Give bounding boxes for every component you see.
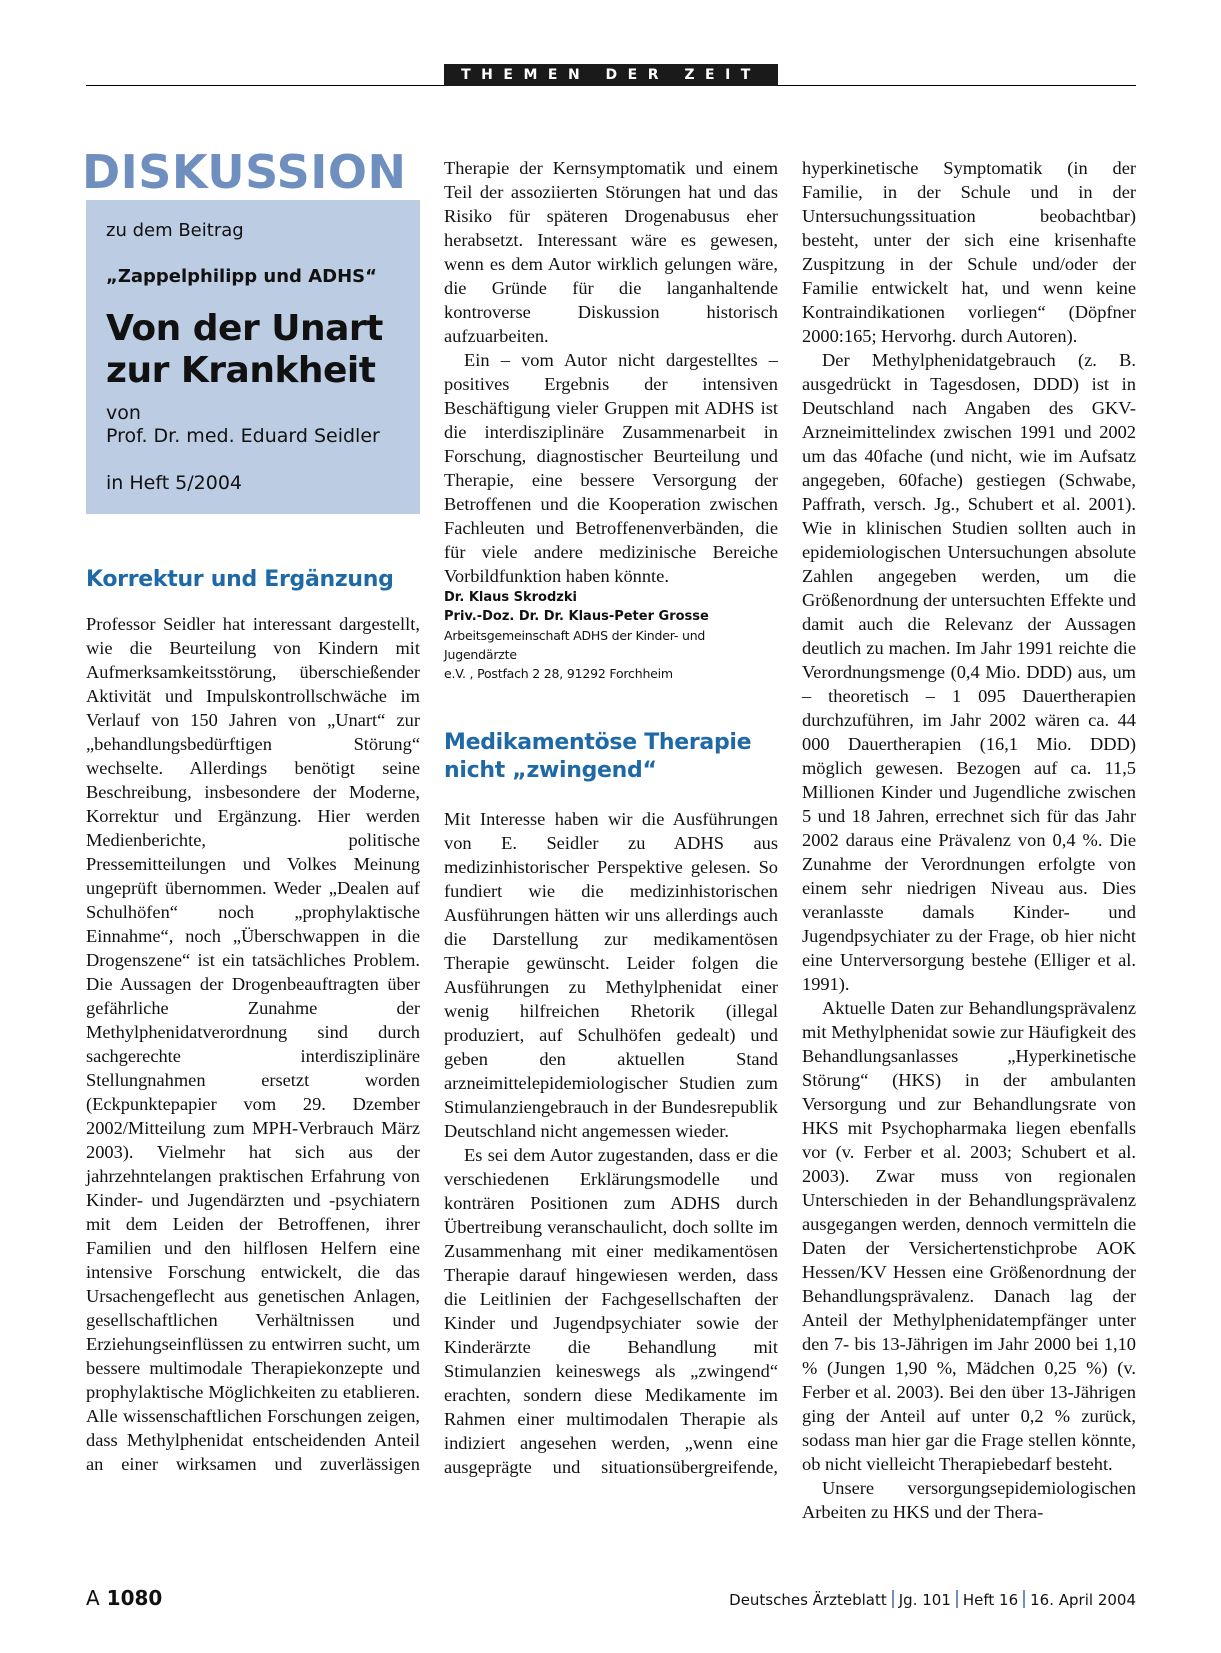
page-number-value: 1080 — [106, 1586, 163, 1610]
discussion-title-line2: zur Krankheit — [106, 350, 376, 391]
discussion-title-line1: Von der Unart — [106, 308, 383, 349]
journal-issue: Heft 16 — [962, 1591, 1019, 1609]
column-3 — [802, 156, 1136, 1524]
article2-heading-line2: nicht „zwingend“ — [444, 758, 657, 783]
signature-affiliation-1: Arbeitsgemeinschaft ADHS der Kinder- und Jugendärzte — [444, 628, 706, 662]
article2-paragraph-2: Es sei dem Autor zugestanden, dass er die verschiedenen Erklärungsmodelle und konträren Positionen zum ADHS durch Übertreibung veranschaulicht, doch sollte im Zusammenhang mit einer medikamentösen Therapie darauf hingewiesen werden, dass die Leitlinien der Fachgesellschaften der Kinder und Jugendpsychiater sowie der Kinderärzte die Behandlung mit Stimulanzien keineswegs als „zwingend“ erachten, sondern diese Medikamente im Rahmen einer multimodalen Therapie als indiziert angesehen werden, „wenn eine ausgeprägte und situationsübergreifende, — [444, 1145, 778, 1477]
signature-name-1: Dr. Klaus Skrodzki — [444, 590, 577, 605]
article1-paragraph-1-continued: Therapie der Kernsymptomatik und einem Teil der assoziierten Störungen hat und das Risiko für späteren Drogenabusus eher herabsetzt. Interessant wäre es gewesen, wenn es dem Autor wirklich gelungen wäre, die Gründe für die langanhaltende kontroverse Diskussion historisch aufzuarbeiten. — [444, 158, 778, 346]
discussion-referenced-article: „Zappelphilipp und ADHS“ — [106, 266, 377, 287]
article2-heading — [444, 729, 778, 785]
article1-paragraph-1: Professor Seidler hat interessant dargestellt, wie die Beurteilung von Kindern mit Aufmerksamkeitsstörung, überschießender Aktivität und Impulskontrollschwäche im Verlauf von 150 Jahren von „Unart“ zur „behandlungsbedürftigen Störung“ wechselte. Allerdings benötigt seine Beschreibung, insbesondere der Moderne, Korrektur und Ergänzung. Hier werden Medienberichte, politische Pressemitteilungen und Volkes Meinung ungeprüft übernommen. Weder „Dealen auf Schulhöfen“ noch „prophylaktische Einnahme“, noch „Überschwappen in die Drogenszene“ ist ein tatsächliches Problem. Die Aussagen der Drogenbeauftragten über gefährliche Zunahme der Methylphenidatverordnung sind durch sachgerechte interdisziplinäre Stellungnahmen ersetzt worden (Eckpunktepapier vom 29. Dzember 2002/Mitteilung zum MPH-Verbrauch März 2003). Vielmehr hat sich aus der jahrzehntelangen praktischen Erfahrung von Kinder- und Jugendärzten und -psychiatern mit dem Leiden der Betroffenen, ihrer Familien und den hilflosen Helfern eine intensive Forschung entwickelt, die das Ursachengeflecht aus genetischen Anlagen, gesellschaftlichen Verhältnissen und Erziehungseinflüssen zu entwirren sucht, um bessere multimodale Therapiekonzepte und prophylaktische Möglichkeiten zu etablieren. Alle wissenschaftlichen Forschungen zeigen, dass Methylphenidat entscheidenden Anteil an einer wirksamen und zuverlässigen — [86, 614, 420, 1474]
footer-separator — [1023, 1590, 1025, 1608]
journal-date: 16. April 2004 — [1030, 1591, 1136, 1609]
journal-volume: Jg. 101 — [898, 1591, 951, 1609]
article1-signature — [444, 588, 778, 683]
discussion-author-block — [106, 402, 380, 448]
discussion-label: DISKUSSION — [82, 145, 407, 199]
journal-footer — [729, 1590, 1136, 1609]
discussion-issue: in Heft 5/2004 — [106, 472, 243, 494]
signature-name-2: Priv.-Doz. Dr. Dr. Klaus-Peter Grosse — [444, 609, 709, 624]
discussion-title — [106, 308, 383, 392]
article1-paragraph-2: Ein – vom Autor nicht dargestelltes – positives Ergebnis der intensiven Beschäftigung vieler Gruppen mit ADHS ist die interdisziplinäre Zusammenarbeit in Forschung, diagnostischer Beurteilung und Therapie, eine bessere Versorgung der Betroffenen und die Kooperation zwischen Fachleuten und Betroffenenverbänden, die für viele andere medizinische Bereiche Vorbildfunktion haben könnte. — [444, 350, 778, 586]
article2-paragraph-4: Aktuelle Daten zur Behandlungsprävalenz mit Methylphenidat sowie zur Häufigkeit des Behandlungsanlasses „Hyperkinetische Störung“ (HKS) in der ambulanten Versorgung und zur Behandlungsrate von HKS mit Psychopharmaka liegen ebenfalls vor (v. Ferber et al. 2003; Schubert et al. 2003). Zwar muss von regionalen Unterschieden in der Behandlungsprävalenz ausgegangen werden, dennoch vermitteln die Daten der Versichertenstichprobe AOK Hessen/KV Hessen eine Größenordnung der Behandlungsprävalenz. Danach lag der Anteil der Methylphenidatempfänger unter den 7- bis 13-Jährigen im Jahr 2000 bei 1,10 % (Jungen 1,90 %, Mädchen 0,25 %) (v. Ferber et al. 2003). Bei den über 13-Jährigen ging der Anteil auf unter 0,2 % zurück, sodass man hier gar die Frage stellen könnte, ob nicht vielleicht Therapiebedarf besteht. — [802, 998, 1136, 1474]
signature-affiliation-2: e.V. , Postfach 2 28, 91292 Forchheim — [444, 666, 673, 681]
journal-name: Deutsches Ärzteblatt — [729, 1591, 887, 1609]
discussion-subtitle: zu dem Beitrag — [106, 220, 244, 241]
section-banner: THEMEN DER ZEIT — [444, 64, 778, 86]
article1-heading: Korrektur und Ergänzung — [86, 567, 394, 592]
article2-paragraph-3: Der Methylphenidatgebrauch (z. B. ausgedrückt in Tagesdosen, DDD) ist in Deutschland nach Angaben des GKV-Arzneimittelindex zwischen 1991 und 2002 um das 40fache (und nicht, wie im Aufsatz angegeben, 60fache) gestiegen (Schwabe, Paffrath, versch. Jg., Schubert et al. 2001). Wie in klinischen Studien sollten auch in epidemiologischen Untersuchungen absolute Zahlen angegeben werden, um die Größenordnung der untersuchten Effekte und damit auch die Relevanz der Aussagen deutlich zu machen. Im Jahr 1991 reichte die Verordnungsmenge (0,4 Mio. DDD) aus, um – theoretisch – 1 095 Dauertherapien durchzuführen, im Jahr 2002 wären ca. 44 000 Dauertherapien (16,1 Mio. DDD) möglich gewesen. Bezogen auf ca. 11,5 Millionen Kinder und Jugendliche zwischen 5 und 18 Jahren, errechnet sich für das Jahr 2002 daraus eine Prävalenz von 0,4 %. Die Zunahme der Verordnungen erfolgte von einem sehr niedrigen Niveau aus. Dies veranlasste damals Kinder- und Jugendpsychiater zu der Frage, ob hier nicht eine Unterversorgung bestehe (Elliger et al. 1991). — [802, 350, 1136, 994]
discussion-von: von — [106, 402, 141, 424]
article2-paragraph-1: Mit Interesse haben wir die Ausführungen von E. Seidler zu ADHS aus medizinhistorischer Perspektive gelesen. So fundiert wie die medizinhistorischen Ausführungen hätten wir uns allerdings auch die Darstellung zur medikamentösen Therapie gewünscht. Leider folgen die Ausführungen zu Methylphenidat einer wenig hilfreichen Rhetorik (illegal produziert, auf Schulhöfen gedealt) und geben den aktuellen Stand arzneimittelepidemiologischer Studien zum Stimulanziengebrauch in der Bundesrepublik Deutschland nicht angemessen wieder. — [444, 809, 778, 1141]
page-number — [86, 1586, 162, 1610]
article2-heading-line1: Medikamentöse Therapie — [444, 730, 752, 755]
discussion-box — [86, 200, 420, 514]
column-2 — [444, 156, 778, 1479]
article2-paragraph-5: Unsere versorgungsepidemiologischen Arbeiten zu HKS und der Thera- — [802, 1478, 1136, 1522]
article2-paragraph-2-continued: hyperkinetische Symptomatik (in der Familie, in der Schule und in der Untersuchungssituation beobachtbar) besteht, unter der sich eine krisenhafte Zuspitzung in der Schule und/oder der Familie entwickelt hat, und wenn keine Kontraindikationen vorliegen“ (Döpfner 2000:165; Hervorhg. durch Autoren). — [802, 158, 1136, 346]
discussion-author: Prof. Dr. med. Eduard Seidler — [106, 425, 380, 447]
column-1 — [86, 612, 420, 1476]
page-prefix: A — [86, 1586, 100, 1610]
footer-separator — [892, 1590, 894, 1608]
footer-separator — [956, 1590, 958, 1608]
